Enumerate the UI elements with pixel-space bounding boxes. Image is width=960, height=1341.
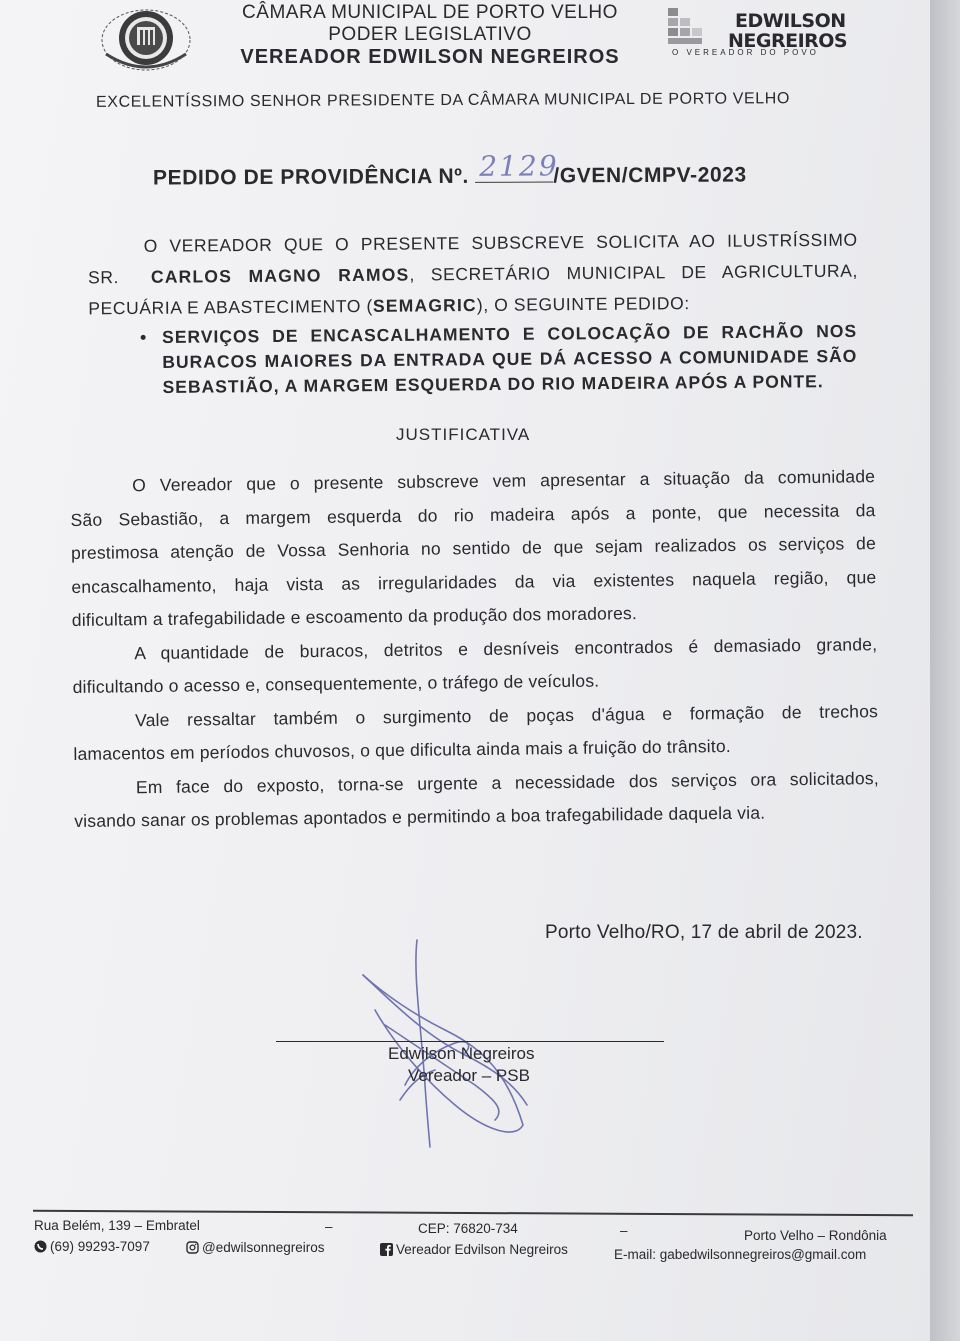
secretary-name: CARLOS MAGNO RAMOS <box>150 264 410 287</box>
request-line-3 <box>88 293 690 318</box>
facebook-icon <box>380 1243 393 1256</box>
logo-tagline: O VEREADOR DO POVO <box>672 48 819 57</box>
footer-phone <box>34 1239 150 1254</box>
signer-role: Vereador – PSB <box>408 1066 530 1085</box>
justification-heading: JUSTIFICATIVA <box>396 425 531 444</box>
request-paragraph <box>88 225 859 325</box>
justification-p1-line-1: O Vereador que o presente subscreve vem apresentar a situação da comunidade <box>132 466 876 496</box>
footer-city: Porto Velho – Rondônia <box>744 1228 887 1243</box>
justification-p1-line-3: prestimosa atenção de Vossa Senhoria no sentido de que sejam realizados os serviços de <box>70 533 877 563</box>
bullet-line-2: BURACOS MAIORES DA ENTRADA QUE DÁ ACESSO A COMUNIDADE SÃO <box>162 345 858 372</box>
header-councilman: VEREADOR EDWILSON NEGREIROS <box>240 46 620 68</box>
footer-divider <box>33 1210 913 1217</box>
date-line: Porto Velho/RO, 17 de abril de 2023. <box>545 922 863 943</box>
request-line-3-end: ), O SEGUINTE PEDIDO: <box>476 293 690 315</box>
justification-p2-line-1: A quantidade de buracos, detritos e desníveis encontrados é demasiado grande, <box>134 633 878 663</box>
request-sr: SR. <box>87 267 120 288</box>
bullet-line-3: SEBASTIÃO, A MARGEM ESQUERDA DO RIO MADEIRA APÓS A PONTE. <box>162 371 824 397</box>
justification-p1-line-4: encascalhamento, haja vista as irregularidades da via existentes naquela região, que <box>71 566 877 597</box>
request-line-2 <box>88 256 858 294</box>
footer-email: E-mail: gabedwilsonnegreiros@gmail.com <box>614 1247 867 1262</box>
footer-instagram-text: @edwilsonnegreiros <box>202 1240 325 1255</box>
instagram-icon <box>186 1241 199 1254</box>
justification-p4-line-2: visando sanar os problemas apontados e permitindo a boa trafegabilidade daquela via. <box>74 802 766 831</box>
footer-facebook-text: Vereador Edvilson Negreiros <box>396 1242 568 1257</box>
justification-p4-line-1: Em face do exposto, torna-se urgente a necessidade dos serviços ora solicitados, <box>135 767 879 797</box>
header-chamber: CÂMARA MUNICIPAL DE PORTO VELHO <box>242 2 618 23</box>
footer-separator-1: – <box>325 1219 333 1234</box>
footer-phone-text: (69) 99293-7097 <box>50 1239 150 1254</box>
footer-separator-2: – <box>620 1223 628 1238</box>
handwritten-signature <box>355 935 545 1150</box>
justification-p2-line-2: dificultando o acesso e, consequentemente, o tráfego de veículos. <box>72 670 600 697</box>
request-line-2-rest: , SECRETÁRIO MUNICIPAL DE AGRICULTURA, <box>409 260 859 285</box>
justification-p1-line-2: São Sebastião, a margem esquerda do rio madeira após a ponte, que necessita da <box>70 499 876 530</box>
addressee-line: EXCELENTÍSSIMO SENHOR PRESIDENTE DA CÂMARA MUNICIPAL DE PORTO VELHO <box>95 90 791 111</box>
footer-address: Rua Belém, 139 – Embratel <box>34 1218 200 1233</box>
whatsapp-icon <box>34 1240 47 1253</box>
justification-p1-line-5: dificultam a trafegabilidade e escoamento da produção dos moradores. <box>71 603 638 630</box>
justification-body <box>70 460 879 838</box>
title-prefix: PEDIDO DE PROVIDÊNCIA Nº. <box>152 164 469 190</box>
page-edge-shadow <box>930 0 960 1341</box>
document-title <box>152 149 747 190</box>
footer-facebook <box>380 1242 568 1257</box>
request-number-handwritten: 2129 <box>479 149 559 183</box>
justification-p3-line-1: Vale ressaltar também o surgimento de poças d'água e formação de trechos <box>134 700 879 730</box>
title-suffix: /GVEN/CMPV-2023 <box>553 163 747 188</box>
header-branch: PODER LEGISLATIVO <box>328 24 532 45</box>
agency-acronym: SEMAGRIC <box>372 294 477 316</box>
footer-cep: CEP: 76820-734 <box>418 1221 518 1236</box>
logo-name-line2: NEGREIROS <box>728 30 848 52</box>
signature-line <box>276 1041 664 1042</box>
request-number-field <box>475 149 559 183</box>
footer-instagram <box>186 1240 325 1255</box>
bullet-line-1: SERVIÇOS DE ENCASCALHAMENTO E COLOCAÇÃO DE RACHÃO NOS <box>162 320 858 347</box>
justification-p3-line-2: lamacentos em períodos chuvosos, o que dificulta ainda mais a fruição do trânsito. <box>73 735 731 764</box>
logo-name-line1: EDWILSON <box>735 10 846 32</box>
bullet-marker: • <box>140 327 148 348</box>
request-line-1: O VEREADOR QUE O PRESENTE SUBSCREVE SOLICITA AO ILUSTRÍSSIMO <box>143 229 858 256</box>
chamber-seal-icon <box>100 2 192 76</box>
building-logo-icon <box>668 8 702 46</box>
request-line-3-start: PECUÁRIA E ABASTECIMENTO ( <box>88 295 374 319</box>
signer-name: Edwilson Negreiros <box>388 1044 535 1063</box>
